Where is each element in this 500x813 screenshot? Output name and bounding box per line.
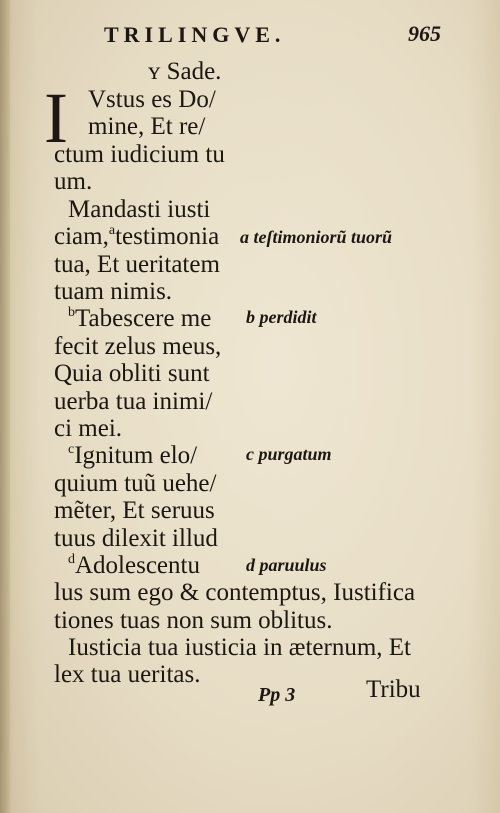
running-title: TRILINGVE. xyxy=(104,22,286,47)
section-heading xyxy=(148,58,221,86)
catchword: Tribu xyxy=(366,676,421,703)
gloss-letter: d xyxy=(246,555,255,575)
marginal-gloss-a xyxy=(240,227,392,248)
gloss-letter: c xyxy=(246,444,254,464)
section-title: Sade. xyxy=(166,58,222,85)
text-line: fecit zelus meus, xyxy=(54,333,222,360)
text-fragment: testimonia xyxy=(115,223,220,250)
text-line xyxy=(54,223,219,251)
text-fragment: Adolescentu xyxy=(75,552,200,579)
gloss-letter: b xyxy=(246,307,255,327)
text-line: ci mei. xyxy=(54,415,123,442)
text-line: lex tua ueritas. xyxy=(54,661,201,688)
marginal-gloss-b xyxy=(246,307,317,328)
text-line xyxy=(68,442,197,470)
text-line: Iusticia tua iusticia in æternum, Et xyxy=(68,634,411,661)
binding-gutter xyxy=(0,0,10,813)
text-line: um. xyxy=(54,168,93,195)
text-line: Vstus es Do/ xyxy=(88,86,216,113)
text-line: lus sum ego & contemptus, Iustifica xyxy=(54,579,416,606)
gloss-text: purgatum xyxy=(258,444,332,464)
text-fragment: Ignitum elo/ xyxy=(74,442,198,469)
text-line: ctum iudicium tu xyxy=(54,141,225,168)
note-marker-a: a xyxy=(108,223,116,238)
page-number: 965 xyxy=(408,21,441,46)
drop-initial: I xyxy=(44,78,68,158)
marginal-gloss-c xyxy=(246,444,332,465)
text-line xyxy=(68,552,200,580)
section-letter-mark: ʏ xyxy=(148,58,161,85)
text-fragment: Tabescere me xyxy=(75,305,212,332)
text-line: quium tuũ uehe/ xyxy=(54,470,217,497)
note-marker-d: d xyxy=(68,552,75,567)
text-line: mine, Et re/ xyxy=(88,113,206,140)
text-line: mẽter, Et seruus xyxy=(54,497,215,524)
text-line: tuus dilexit illud xyxy=(54,525,218,552)
text-line: uerba tua inimi/ xyxy=(54,388,213,415)
text-line: tuam nimis. xyxy=(54,278,173,305)
text-line: tiones tuas non sum oblitus. xyxy=(54,607,333,634)
text-line xyxy=(68,305,211,333)
text-line: Quia obliti sunt xyxy=(54,360,210,387)
gloss-letter: a xyxy=(240,227,249,247)
gloss-text: perdidit xyxy=(259,307,317,327)
text-line: tua, Et ueritatem xyxy=(54,251,220,278)
text-line: Mandasti iusti xyxy=(68,196,211,223)
note-marker-b: b xyxy=(68,305,75,320)
text-fragment: ciam, xyxy=(54,223,109,250)
signature-mark: Pp 3 xyxy=(258,684,296,706)
note-marker-c: c xyxy=(68,442,75,457)
marginal-gloss-d xyxy=(246,555,327,576)
gloss-text: paruulus xyxy=(259,555,327,575)
gloss-text: teſtimoniorũ tuorũ xyxy=(253,227,393,247)
